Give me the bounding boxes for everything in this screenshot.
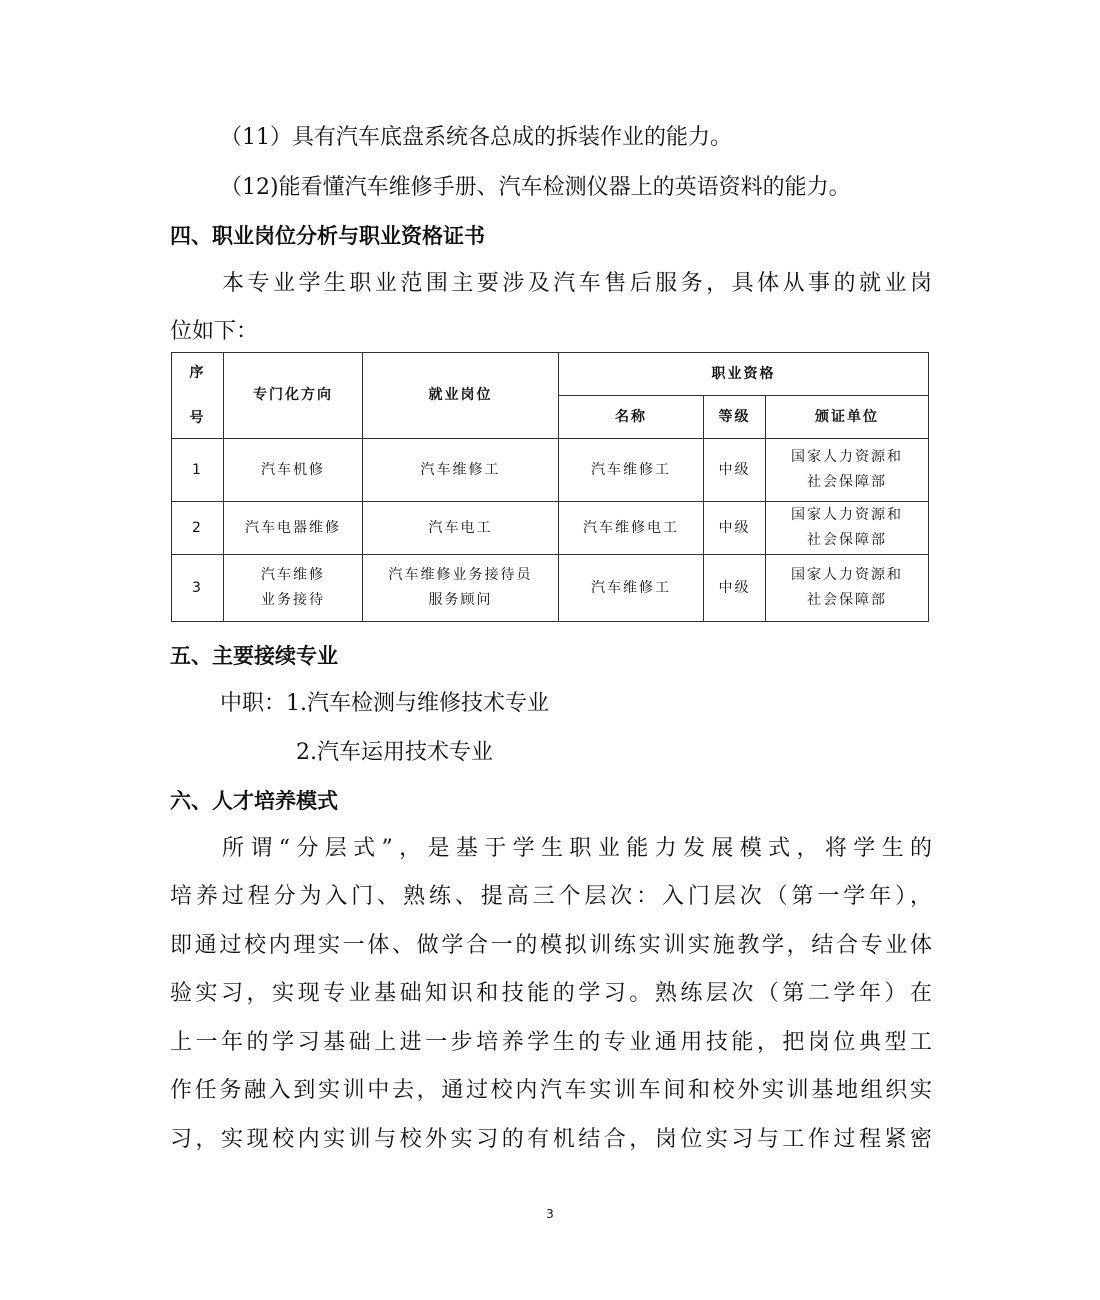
section6-paragraph-line: 作任务融入到实训中去，通过校内汽车实训车间和校外实训基地组织实 <box>170 1078 932 1103</box>
cell-issuer: 国家人力资源和 社会保障部 <box>766 439 929 502</box>
header-level: 等级 <box>704 396 766 439</box>
header-name: 名称 <box>559 396 704 439</box>
cell-name: 汽车维修工 <box>559 439 704 502</box>
cell-direction: 汽车机修 <box>224 439 363 502</box>
header-qualification: 职业资格 <box>559 353 929 396</box>
table-row <box>172 555 929 622</box>
section6-paragraph-line: 所谓“分层式”，是基于学生职业能力发展模式，将学生的 <box>222 836 932 861</box>
cell-position: 汽车维修业务接待员 服务顾问 <box>363 555 559 622</box>
cell-seq: 3 <box>172 555 224 622</box>
cell-name: 汽车维修电工 <box>559 502 704 555</box>
section4-intro-line2: 位如下： <box>170 319 259 344</box>
job-qualification-table <box>171 352 929 622</box>
ability-item-12: （12)能看懂汽车维修手册、汽车检测仪器上的英语资料的能力。 <box>220 175 851 200</box>
cell-seq: 2 <box>172 502 224 555</box>
table-row <box>172 502 929 555</box>
section5-line2: 2.汽车运用技术专业 <box>296 740 493 765</box>
header-issuer: 颁证单位 <box>766 396 929 439</box>
cell-issuer: 国家人力资源和 社会保障部 <box>766 502 929 555</box>
cell-direction: 汽车电器维修 <box>224 502 363 555</box>
section6-heading: 六、人才培养模式 <box>170 789 338 813</box>
ability-item-11: （11）具有汽车底盘系统各总成的拆装作业的能力。 <box>220 125 732 150</box>
cell-level: 中级 <box>704 502 766 555</box>
header-position: 就业岗位 <box>363 353 559 439</box>
section5-line1: 中职：1.汽车检测与维修技术专业 <box>220 691 549 716</box>
header-direction: 专门化方向 <box>224 353 363 439</box>
section4-heading: 四、职业岗位分析与职业资格证书 <box>170 224 485 248</box>
section6-paragraph-line: 培养过程分为入门、熟练、提高三个层次：入门层次（第一学年）， <box>170 884 932 909</box>
cell-issuer: 国家人力资源和 社会保障部 <box>766 555 929 622</box>
section6-paragraph-line: 即通过校内理实一体、做学合一的模拟训练实训实施教学，结合专业体 <box>170 933 932 958</box>
cell-name: 汽车维修工 <box>559 555 704 622</box>
section4-intro-line1: 本专业学生职业范围主要涉及汽车售后服务，具体从事的就业岗 <box>222 271 932 296</box>
cell-seq: 1 <box>172 439 224 502</box>
page-number: 3 <box>546 1207 554 1221</box>
section6-paragraph-line: 验实习，实现专业基础知识和技能的学习。熟练层次（第二学年）在 <box>170 981 932 1006</box>
section6-paragraph-line: 上一年的学习基础上进一步培养学生的专业通用技能，把岗位典型工 <box>170 1030 932 1055</box>
cell-level: 中级 <box>704 439 766 502</box>
section6-paragraph-line: 习，实现校内实训与校外实习的有机结合，岗位实习与工作过程紧密 <box>170 1127 932 1152</box>
cell-level: 中级 <box>704 555 766 622</box>
cell-direction: 汽车维修 业务接待 <box>224 555 363 622</box>
section5-heading: 五、主要接续专业 <box>170 644 338 668</box>
cell-position: 汽车维修工 <box>363 439 559 502</box>
table-row <box>172 439 929 502</box>
header-seq: 序 号 <box>172 353 224 439</box>
cell-position: 汽车电工 <box>363 502 559 555</box>
